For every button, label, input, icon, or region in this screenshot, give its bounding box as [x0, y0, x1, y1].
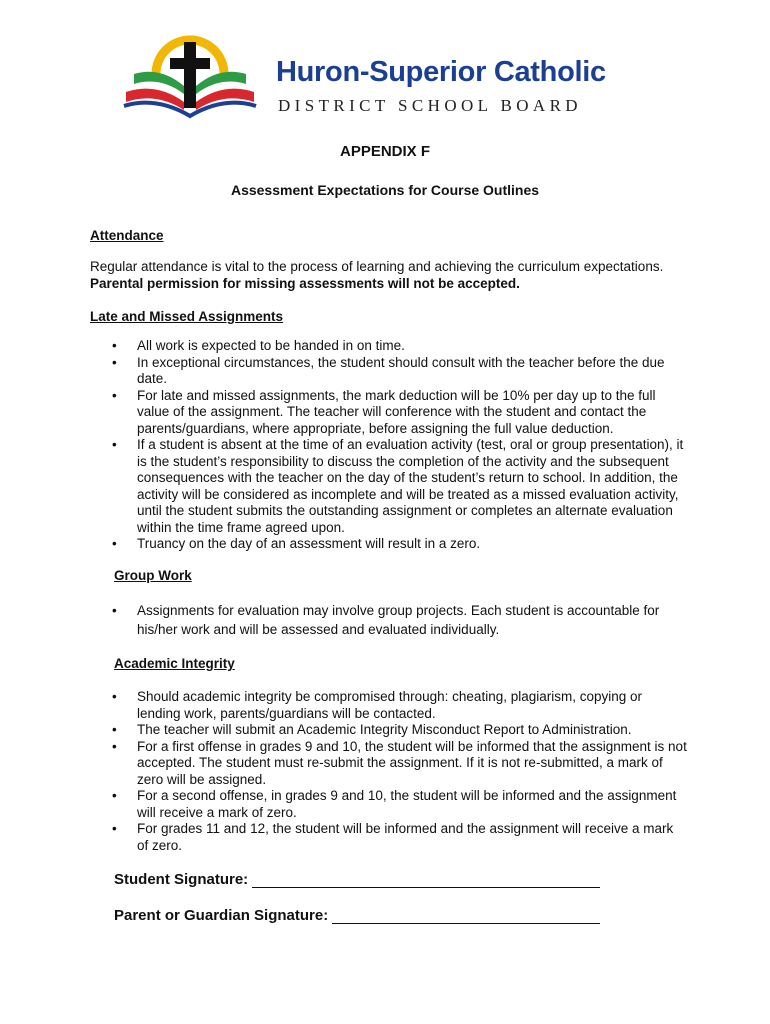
list-item-text: The teacher will submit an Academic Integrity Misconduct Report to Administration.	[137, 722, 632, 737]
list-item	[112, 689, 687, 722]
bullet-icon: •	[112, 689, 117, 704]
integrity-list	[112, 689, 687, 854]
org-subtitle: DISTRICT SCHOOL BOARD	[278, 96, 582, 115]
bullet-icon: •	[112, 788, 117, 803]
student-signature-label: Student Signature:	[114, 871, 249, 888]
bullet-icon: •	[112, 338, 117, 353]
late-list	[112, 338, 687, 553]
cross-book-logo-icon	[120, 30, 260, 120]
list-item-text: For a second offense, in grades 9 and 10, the student will be informed and the assignment will receive a mark of zero.	[137, 788, 677, 820]
list-item	[112, 821, 687, 854]
list-item-text: For a first offense in grades 9 and 10, the student will be informed that the assignment is not accepted. The student must re-submit the assignment. If it is not re-submitted, a mark of zero will be assigned.	[137, 738, 687, 787]
attendance-heading: Attendance	[90, 228, 164, 243]
list-item	[112, 437, 687, 536]
bullet-icon: •	[112, 603, 117, 618]
list-item-text: In exceptional circumstances, the student should consult with the teacher before the due date.	[137, 354, 665, 386]
student-signature-line[interactable]	[252, 872, 600, 888]
parent-signature	[114, 907, 600, 924]
group-list	[112, 601, 687, 639]
list-item	[112, 355, 687, 388]
late-heading: Late and Missed Assignments	[90, 309, 284, 324]
bullet-icon: •	[112, 387, 117, 403]
list-item-text: If a student is absent at the time of an evaluation activity (test, oral or group presentation), it is the student’s responsibility to discuss the completion of the activity and the subsequent consequences with the teacher on the day of the student’s return to school. In addition, the activity will be considered as incomplete and will be treated as a missed evaluation activity, until the student submits the outstanding assignment or completes an alternate evaluation within the time frame agreed upon.	[137, 437, 684, 535]
list-item-text: Truancy on the day of an assessment will result in a zero.	[137, 536, 481, 551]
list-item	[112, 601, 687, 639]
parent-signature-label: Parent or Guardian Signature:	[114, 907, 329, 924]
list-item-text: Assignments for evaluation may involve group projects. Each student is accountable for his/her work and will be assessed and evaluated individually.	[137, 603, 660, 637]
bullet-icon: •	[112, 738, 117, 754]
attendance-bold-text: Parental permission for missing assessments will not be accepted.	[90, 276, 520, 291]
list-item-text: For late and missed assignments, the mark deduction will be 10% per day up to the full value of the assignment. The teacher will conference with the student and contact the parents/guardians, where appropriate, before assigning the full value deduction.	[137, 387, 656, 436]
list-item	[112, 536, 687, 553]
attendance-text: Regular attendance is vital to the process of learning and achieving the curriculum expectations.	[90, 259, 664, 274]
attendance-paragraph	[90, 258, 690, 292]
integrity-heading: Academic Integrity	[114, 656, 235, 671]
letterhead	[120, 30, 680, 126]
page-title: APPENDIX F	[339, 143, 430, 160]
org-name: Huron-Superior Catholic	[276, 56, 606, 88]
list-item-text: For grades 11 and 12, the student will be informed and the assignment will receive a mark of zero.	[137, 821, 674, 853]
bullet-icon: •	[112, 437, 117, 452]
group-heading: Group Work	[114, 568, 192, 583]
bullet-icon: •	[112, 354, 117, 370]
page-subtitle: Assessment Expectations for Course Outlines	[230, 182, 540, 198]
list-item	[112, 388, 687, 438]
list-item-text: Should academic integrity be compromised through: cheating, plagiarism, copying or lending work, parents/guardians will be contacted.	[137, 689, 643, 721]
list-item	[112, 788, 687, 821]
parent-signature-line[interactable]	[332, 908, 600, 924]
list-item	[112, 722, 687, 739]
list-item-text: All work is expected to be handed in on time.	[137, 338, 405, 353]
list-item	[112, 338, 687, 355]
list-item	[112, 739, 687, 789]
student-signature	[114, 871, 600, 888]
bullet-icon: •	[112, 722, 117, 737]
bullet-icon: •	[112, 536, 117, 551]
bullet-icon: •	[112, 821, 117, 836]
